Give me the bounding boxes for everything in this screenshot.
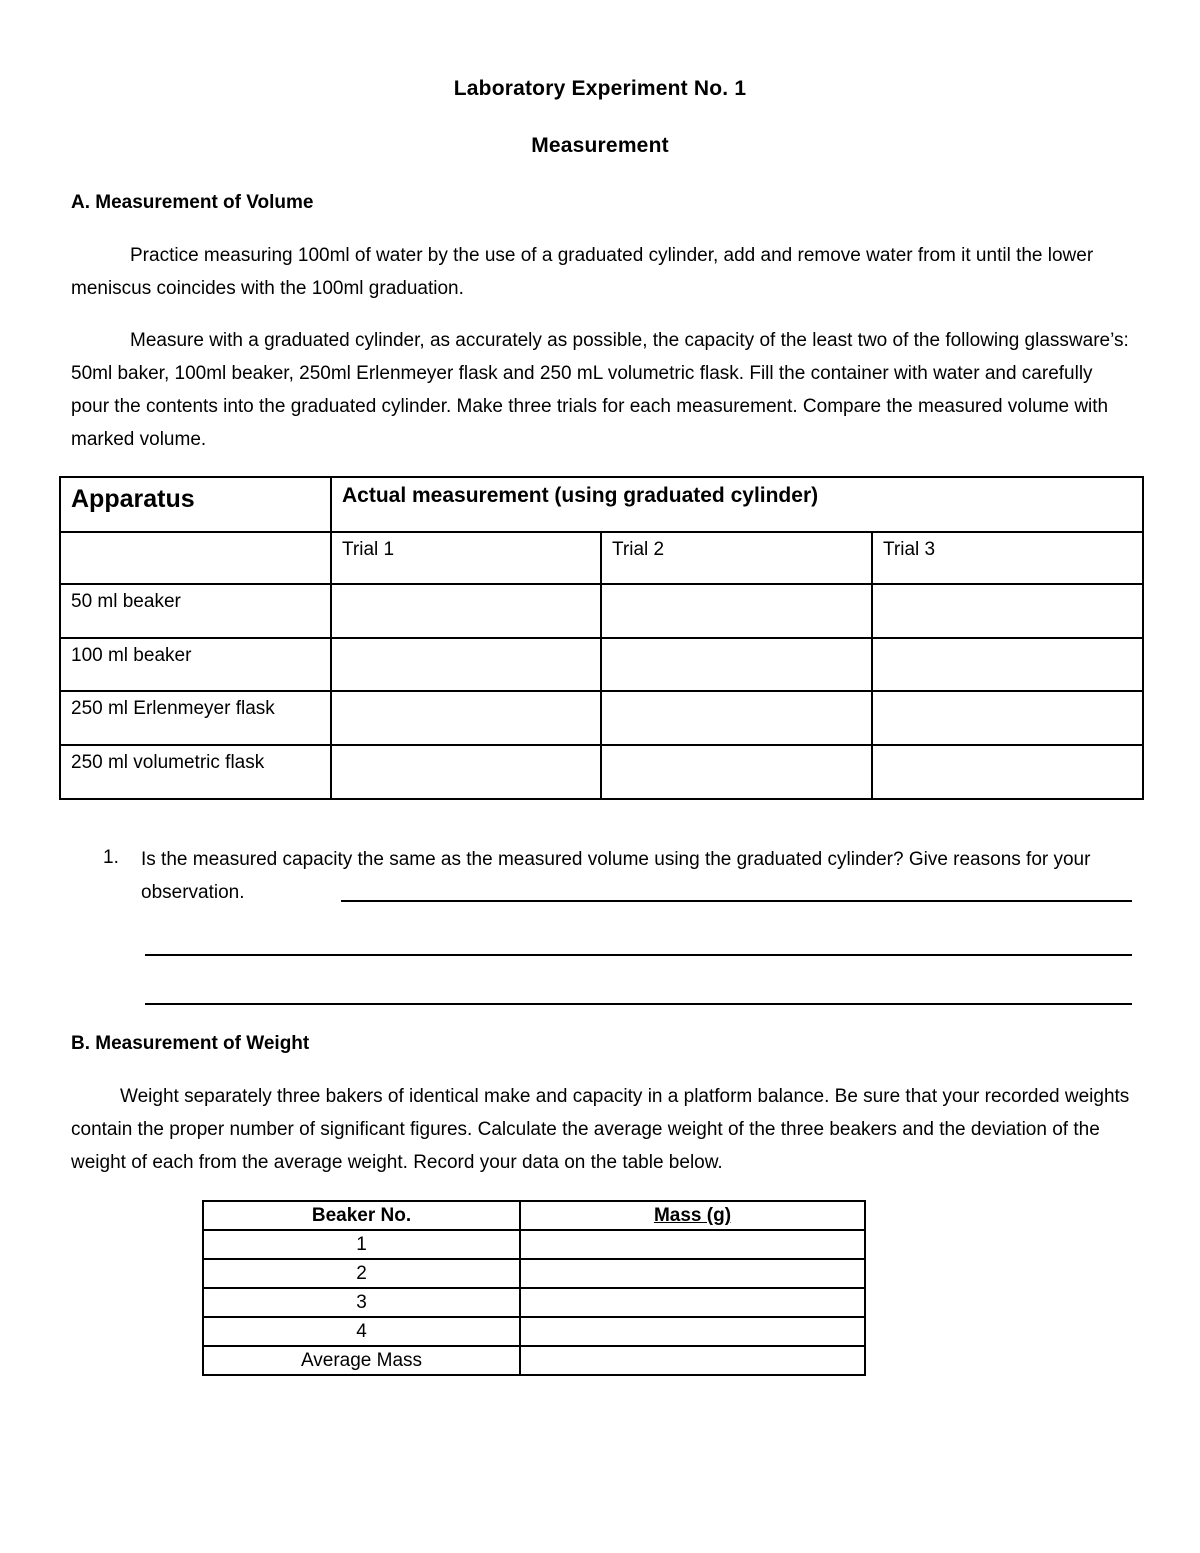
trial-2-header: Trial 2 xyxy=(601,532,872,584)
apparatus-cell: 50 ml beaker xyxy=(60,584,331,638)
table-row xyxy=(60,691,1143,745)
question-number: 1. xyxy=(103,847,119,868)
trial-3-input[interactable] xyxy=(872,584,1143,638)
trial-3-input[interactable] xyxy=(872,638,1143,691)
page-title: Laboratory Experiment No. 1 xyxy=(453,77,747,100)
mass-input[interactable] xyxy=(520,1317,865,1346)
average-mass-input[interactable] xyxy=(520,1346,865,1375)
table-row xyxy=(203,1259,865,1288)
answer-line[interactable] xyxy=(341,900,1132,902)
mass-input[interactable] xyxy=(520,1259,865,1288)
actual-measurement-header: Actual measurement (using graduated cylinder) xyxy=(331,477,1143,532)
volume-table-trial-row xyxy=(60,532,1143,584)
table-row xyxy=(203,1317,865,1346)
trial-1-header: Trial 1 xyxy=(331,532,601,584)
table-row xyxy=(60,584,1143,638)
page-subtitle: Measurement xyxy=(531,134,669,157)
section-b-paragraph: Weight separately three bakers of identical make and capacity in a platform balance. Be sure that your recorded weights contain the proper number of significant figures. Calculate the average weight of the three beakers and the deviation of the weight of each from the average weight. Record your data on the table below. xyxy=(71,1086,1130,1173)
mass-table-header-row xyxy=(203,1201,865,1230)
trial-3-input[interactable] xyxy=(872,745,1143,799)
mass-input[interactable] xyxy=(520,1288,865,1317)
volume-table xyxy=(59,476,1144,800)
beaker-no-cell: 3 xyxy=(203,1288,520,1317)
answer-line[interactable] xyxy=(145,954,1132,956)
table-row xyxy=(203,1346,865,1375)
answer-line[interactable] xyxy=(145,1003,1132,1005)
table-row xyxy=(60,745,1143,799)
apparatus-cell: 250 ml Erlenmeyer flask xyxy=(60,691,331,745)
empty-cell xyxy=(60,532,331,584)
trial-3-input[interactable] xyxy=(872,691,1143,745)
apparatus-cell: 100 ml beaker xyxy=(60,638,331,691)
beaker-no-cell: 2 xyxy=(203,1259,520,1288)
section-a-paragraph-1: Practice measuring 100ml of water by the use of a graduated cylinder, add and remove water from it until the lower meniscus coincides with the 100ml graduation. xyxy=(71,245,1094,299)
section-a-paragraph-2: Measure with a graduated cylinder, as accurately as possible, the capacity of the least two of the following glassware’s: 50ml baker, 100ml beaker, 250ml Erlenmeyer flask and 250 mL volumetric flask. Fill the container with water and carefully pour the contents into the graduated cylinder. Make three trials for each measurement. Compare the measured volume with marked volume. xyxy=(71,330,1129,450)
volume-table-header-row xyxy=(60,477,1143,532)
trial-1-input[interactable] xyxy=(331,745,601,799)
mass-table xyxy=(202,1200,866,1376)
table-row xyxy=(60,638,1143,691)
mass-header: Mass (g) xyxy=(520,1201,865,1230)
trial-2-input[interactable] xyxy=(601,691,872,745)
trial-2-input[interactable] xyxy=(601,638,872,691)
trial-2-input[interactable] xyxy=(601,745,872,799)
table-row xyxy=(203,1288,865,1317)
table-row xyxy=(203,1230,865,1259)
trial-1-input[interactable] xyxy=(331,691,601,745)
trial-1-input[interactable] xyxy=(331,638,601,691)
section-a-heading: A. Measurement of Volume xyxy=(71,192,314,213)
question-text: Is the measured capacity the same as the measured volume using the graduated cylinder? Give reasons for your observation. xyxy=(141,849,1091,903)
mass-input[interactable] xyxy=(520,1230,865,1259)
beaker-no-cell: 4 xyxy=(203,1317,520,1346)
section-b-heading: B. Measurement of Weight xyxy=(71,1033,310,1054)
apparatus-header: Apparatus xyxy=(60,477,331,532)
beaker-no-header: Beaker No. xyxy=(203,1201,520,1230)
trial-3-header: Trial 3 xyxy=(872,532,1143,584)
beaker-no-cell: 1 xyxy=(203,1230,520,1259)
trial-1-input[interactable] xyxy=(331,584,601,638)
apparatus-cell: 250 ml volumetric flask xyxy=(60,745,331,799)
trial-2-input[interactable] xyxy=(601,584,872,638)
average-mass-label: Average Mass xyxy=(203,1346,520,1375)
